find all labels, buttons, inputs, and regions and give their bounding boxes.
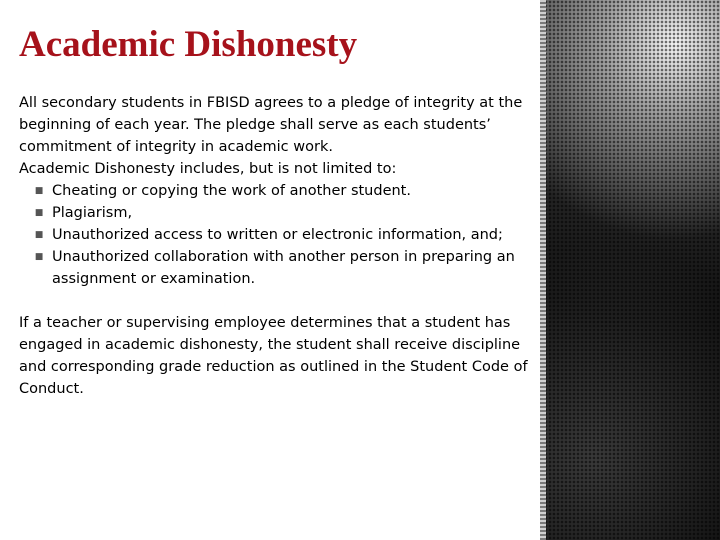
list-item [33,202,534,224]
list-intro: Academic Dishonesty includes, but is not limited to: [19,161,397,177]
square-bullet-icon: ■ [34,186,44,196]
list-item [33,224,534,246]
square-bullet-icon: ■ [34,208,44,218]
slide-title: Academic Dishonesty [19,24,358,65]
list-item-text: Unauthorized access to written or electronic information, and; [52,227,503,243]
list-item-text: Cheating or copying the work of another student. [52,183,411,199]
square-bullet-icon: ■ [34,230,44,240]
panel-edge-stripe [540,0,546,540]
list-item-text: Plagiarism, [52,205,133,221]
square-bullet-icon: ■ [34,252,44,262]
paragraph-gap [19,290,534,312]
intro-paragraph: All secondary students in FBISD agrees to a pledge of integrity at the beginning of each year. The pledge shall serve as each students’ commitment of integrity in academic work. [19,95,523,155]
conclusion-paragraph: If a teacher or supervising employee determines that a student has engaged in academic dishonesty, the student shall receive discipline and corresponding grade reduction as outlined in the Student Code of Conduct. [19,315,528,397]
decorative-side-panel [540,0,720,540]
dishonesty-list [19,180,534,290]
list-item [33,180,534,202]
list-item-text: Unauthorized collaboration with another person in preparing an assignment or examination. [52,249,515,287]
slide-body [19,92,534,400]
list-item [33,246,534,290]
halftone-pattern [540,0,720,540]
